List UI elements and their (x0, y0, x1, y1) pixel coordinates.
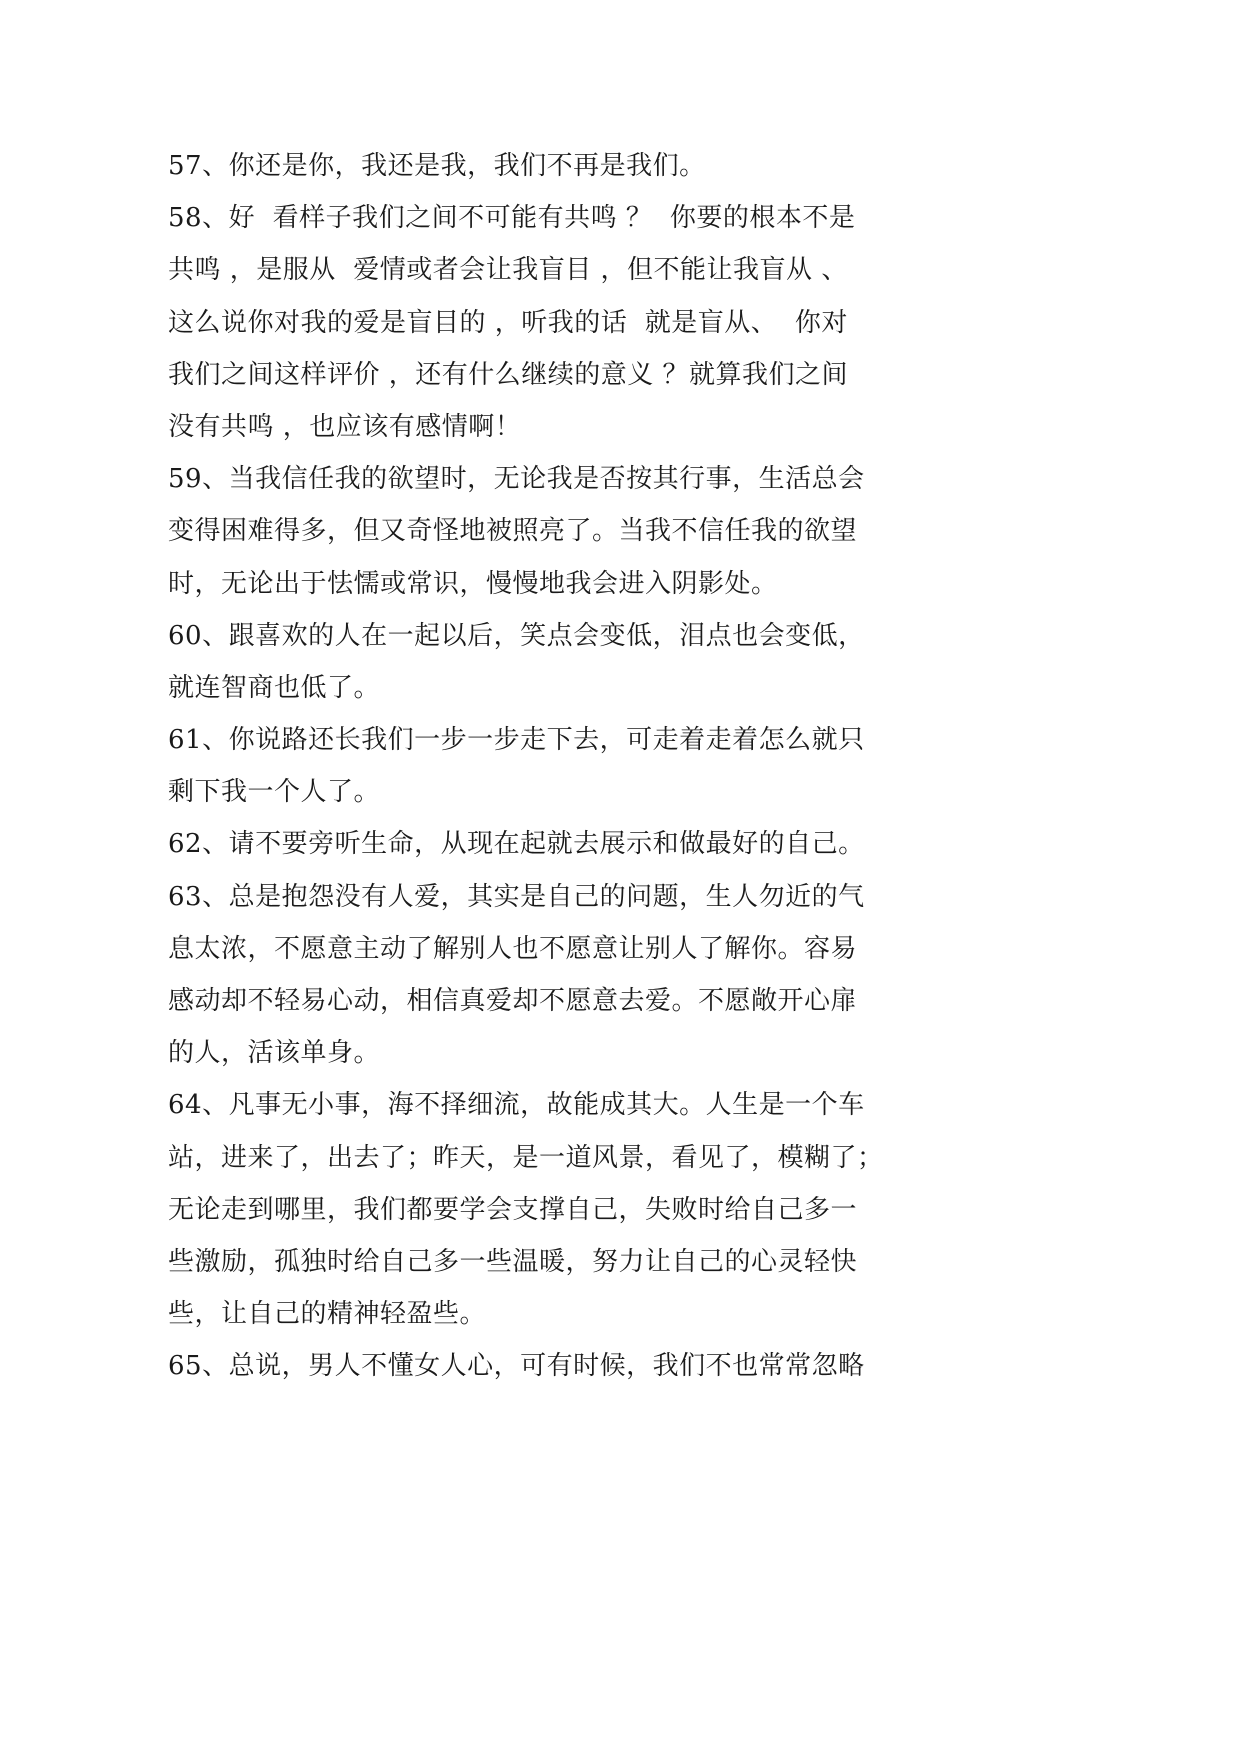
text-line: 就连智商也低了。 (168, 672, 381, 703)
text-line: 剩下我一个人了。 (168, 777, 381, 808)
text-line: 变得困难得多，但又奇怪地被照亮了。当我不信任我的欲望 (168, 516, 858, 547)
text-line: 息太浓，不愿意主动了解别人也不愿意让别人了解你。容易 (168, 933, 858, 964)
text-line: 感动却不轻易心动，相信真爱却不愿意去爱。不愿敞开心扉 (168, 986, 858, 1016)
text-line: 的人，活该单身。 (168, 1038, 381, 1069)
text-line: 63、总是抱怨没有人爱，其实是自己的问题，生人勿近的气 (168, 881, 865, 912)
text-line: 这么说你对我的爱是盲目的 ，听我的话 就是盲从、 你对 (168, 307, 848, 338)
text-line: 62、请不要旁听生命，从现在起就去展示和做最好的自己。 (168, 829, 865, 860)
text-line: 58、好 看样子我们之间不可能有共鸣 ？ 你要的根本不是 (168, 203, 856, 234)
document-body (168, 140, 968, 1393)
text-line: 没有共鸣 ，也应该有感情啊！ (168, 411, 522, 442)
text-line: 60、跟喜欢的人在一起以后，笑点会变低，泪点也会变低， (168, 620, 865, 651)
text-line: 我们之间这样评价 ，还有什么继续的意义 ？就算我们之间 (168, 359, 849, 390)
text-line: 站，进来了，出去了；昨天，是一道风景，看见了，模糊了； (168, 1142, 884, 1173)
text-line: 些，让自己的精神轻盈些。 (168, 1299, 487, 1330)
text-line: 时，无论出于怯懦或常识，慢慢地我会进入阴影处。 (168, 568, 778, 599)
text-line: 共鸣 ，是服从 爱情或者会让我盲目 ，但不能让我盲从 、 (168, 255, 848, 286)
text-line: 64、凡事无小事，海不择细流，故能成其大。人生是一个车 (168, 1090, 865, 1121)
text-line: 65、总说，男人不懂女人心，可有时候，我们不也常常忽略 (168, 1351, 865, 1382)
text-line: 些激励，孤独时给自己多一些温暖，努力让自己的心灵轻快 (168, 1246, 858, 1277)
text-line: 61、你说路还长我们一步一步走下去，可走着走着怎么就只 (168, 725, 865, 756)
text-line: 57、你还是你，我还是我，我们不再是我们。 (168, 151, 706, 181)
text-line: 59、当我信任我的欲望时，无论我是否按其行事，生活总会 (168, 464, 865, 495)
text-line: 无论走到哪里，我们都要学会支撑自己，失败时给自己多一 (168, 1194, 858, 1225)
